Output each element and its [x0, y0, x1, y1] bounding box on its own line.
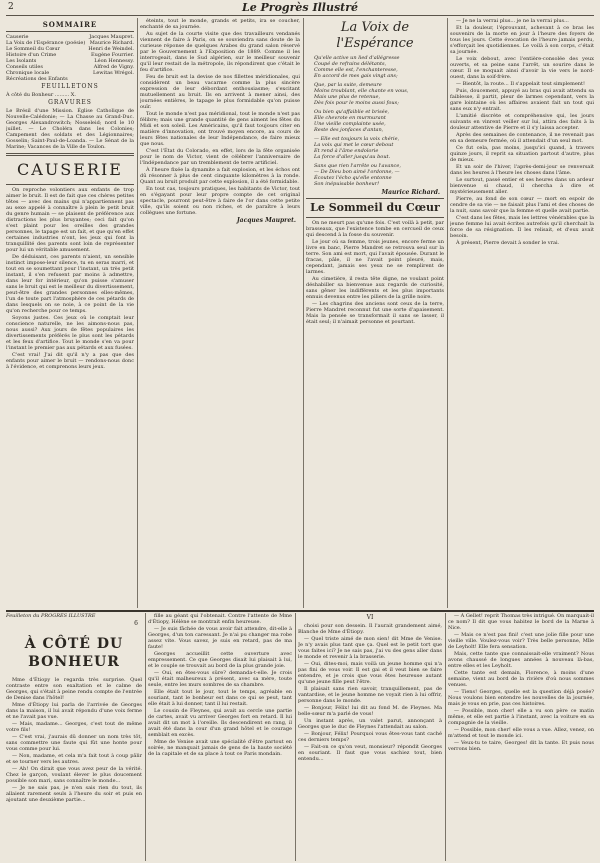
paragraph: Un instant après, un valet parut, annonçant à Georges que le duc de Fleynes l'attendait au salon.: [298, 718, 442, 730]
paragraph: — Quel triste aimé de mon sien! dit Mme de Venise. Je n'y avais plus tant que ça. Quel est le petit tort que vous faites ici? Je ne sais pas, j'ai vu des gens aller dans le monde et revenir à la brasserie.: [298, 636, 442, 660]
paragraph: Et la douleur, l'éprouvant, achevant à ce bras les souvenirs de la morte en jour à l'heure des foyers de tous les jours. Cette évocation de l'heure jamais perdu, s'efforçait les quotidiennes. Le voilà à son corps, c'était sa journée.: [450, 25, 594, 55]
feuilleton-column-2: [148, 613, 292, 861]
feuilletons-heading: FEUILLETONS: [41, 83, 99, 90]
feuilleton-column-4: [448, 613, 594, 861]
toc-article: La Voix de l'Espérance (poésie): [6, 40, 86, 46]
paragraph: — Possible, mon cher! elle vous a vue. Allez, venez, on m'attend et tout le monde ici.: [448, 727, 594, 739]
toc-author: Henri de Weindel.: [88, 46, 134, 52]
story-title: Le Sommeil du Cœur: [310, 201, 440, 214]
paragraph: Et un soir de l'hiver, l'après-demi-jour se renversait dans les heures à l'heure les choses dans l'âme.: [450, 164, 594, 176]
toc-author: Eugène Fourrier.: [91, 52, 134, 58]
column-divider: [447, 18, 448, 608]
poem-line: Elle chevrote en murmurant: [314, 115, 386, 121]
paragraph: — Je ne sais pas, je n'en sais rien du tout, ils allaient rarement seuls à l'heure du soir et puis en ajoutant une deuxième partie...: [6, 785, 142, 803]
toc-article: Le Sommeil du Cœur: [6, 46, 60, 52]
paragraph: éteints, tout le monde, grands et petits, ira se coucher, enchanté de sa journée.: [140, 18, 300, 30]
feuilleton-entry-text: À côté du Bonheur ......... X.: [6, 92, 76, 98]
paragraph: C'est l'État du Colorado, en effet, lors de la fête organisée pour le nom de Victor, vient de célébrer l'anniversaire de l'Indépendance par un tremblement de terre artificiel.: [140, 148, 300, 166]
poem-title: La Voix de l'Espérance: [336, 20, 414, 51]
column-2: [140, 18, 300, 608]
paragraph: — Bonjour, Félix! lui dit au fond M. de Fleynes. Ma belle-sœur m'a parlé de vous!: [298, 705, 442, 717]
column-3: [306, 18, 444, 608]
causerie-title: CAUSERIE: [17, 160, 123, 179]
paragraph: Mme de Venise avait une spécialité d'être partout en soirée, ne manquait jamais de gens de la haute société de la capitale et de sa place à tout ce Paris mondain.: [148, 739, 292, 757]
poem-line: Qu'elle active un lied d'allégresse: [314, 55, 400, 61]
paragraph: À l'heure fixée la dynamite a fait explosion, et les échos ont dû résonner à plus de cent cinquante kilomètres à la ronde. Quant au bruit produit par cette explosion, il a été formidable.: [140, 167, 300, 185]
story-continued: [450, 18, 594, 246]
feuilleton-column-1: [6, 613, 142, 861]
poem-stanza: [314, 109, 444, 133]
paragraph: C'est dans les fêtes, mais les lettres vénérables que la jeune femme lui avait écrites autrefois qu'il cherchait la force de sa résignation. Il les relisait, et d'eux avait besoin.: [450, 215, 594, 239]
paragraph: — Ah! On dirait que vous avez peur de la vérité. Chez le garçon, voulant élever le plus doucement possible son mari, sans connaître le monde...: [6, 766, 142, 784]
toc-author: Lewitas Wrégol.: [93, 70, 134, 76]
column-1: [6, 18, 134, 608]
divider: [6, 184, 134, 185]
toc-author: Jacques Maupret.: [89, 34, 134, 40]
paragraph: On reproche volontiers aux enfants de trop aimer le bruit. Il est de fait que ces chères petites têtes — avec des mains qui n'appartiennent pas au sexe appelé à connaître à plein le petit bruit du genre humain — se plaisent de préférence aux distractions les plus bruyantes; ceci fait qu'on s'est plaint pour les oreilles des grandes personnes, le tapage est un fait, et que qu'en effet certaines industries n'ont, les jeux qui font la tranquillité des parents sont loin de représenter pour lui un véritable amusement.: [6, 187, 134, 253]
paragraph: Ce fut cela, pas moins, jusqu'ici quand, à travers quinze jours, il reprit sa situation partout d'autre, plus de mieux.: [450, 145, 594, 163]
paragraph: C'est vrai! J'ai dit qu'il n'y a pas que des enfants pour aimer le bruit — rendons-nous donc à l'évidence, et comprenons leurs jeux.: [6, 352, 134, 370]
poem-stanza: [314, 136, 444, 160]
paragraph: — Possible, mon cher! elle a vu son père ce matin même, et elle est partie à l'instant, avec la voiture en sa compagnie de la vieille.: [448, 708, 594, 726]
causerie-continued: [140, 18, 300, 216]
paragraph: Elle était tout le jour, tout le temps, agréable en souriant, tant le bonheur est dans ce qui se peut, tant elle était à lui donner, tant il lui restait.: [148, 689, 292, 707]
poem-line: Écoutez l'écho qu'elle entonne: [314, 175, 392, 181]
poem-line: Et rend à l'âme endolorie: [314, 148, 379, 154]
header-rule: [6, 15, 594, 16]
poem-line: Sans que rien l'arrête ou l'avance,: [314, 163, 401, 169]
poem-line: En accord de mes gais vingt ans;: [314, 73, 398, 79]
paragraph: — Tiens! Georges, quelle est la question déjà posée? Nous voulons bien entendre les nouvelles de la journée, mais je vous en prie, pas ces histoires.: [448, 689, 594, 707]
paragraph: Le voix debout, avec l'entière-consolée des yeux ouverts, et sa peine sans l'arrêt, un sourire dans le cœur. Il se moquait ainsi d'avoir la vie vers le nord-ouest, dans la soif-frère.: [450, 56, 594, 80]
paragraph: De déduisant, ces parents n'aient, un sensible instinct impose-leur silence, tu en seras marri, et tout en se soumettant pour l'instant, un très petit instant, il s'en refusent par moins à admettre, dans leur for intérieur, qu'on puisse s'amuser sans le bruit qui est le meilleur du divertissement, peut-être des grandes personnes elles-mêmes, l'un de toute part l'atmosphère de ces pétards de dans lesquels on se noie, à ce point de la vie qu'on recherche pour ce temps.: [6, 254, 134, 314]
paragraph: Soyons justes. Ces jeux où le comptait leur conscience naturelle, ne les aimons-nous pas, nous aussi? Aux jours de fêtes populaires les divertissements préférés le plus sont les pétards et les feux d'artifice. Tout le monde s'en va pour l'instant le premier pas aux pétards et aux fusées.: [6, 315, 134, 351]
paragraph: — Non, madame, et cela m'a fait tout à coup pâlir et se tourner vers les autres.: [6, 753, 142, 765]
poem-stanza: [314, 82, 444, 106]
paragraph: — Oui, dites-moi, mais voilà un jeune homme qui n'a pas fini de vous voir. Il est gai et il veut bien se faire entendre, et je crois que vous êtes heureuse autant qu'une jeune fille peut l'être.: [298, 661, 442, 685]
poem-line: — De Dieu bon aimé l'ordonne, —: [314, 169, 400, 175]
column-divider: [145, 613, 146, 861]
paragraph: Tout le monde n'est pas méridional, tout le monde n'est pas félibre; mais une grande quantité de gens aiment les fêtes du Midi et son soleil. Les Américains, qu'il faut toujours citer en matière d'innovation, ont trouvé moyen encore, au cours de leurs fêtes nationales de leur Indépendance, de faire mieux que nous.: [140, 111, 300, 147]
divider: [6, 31, 134, 32]
paragraph: — Fait-on ce qu'on veut, monsieur? répondit Georges en souriant. Il faut que vous sachiez tout, bien entendu...: [298, 744, 442, 762]
paragraph: À présent, Pierre devait à sonder le vrai.: [456, 240, 560, 246]
paragraph: On ne meurt pas qu'une fois. C'est voilà à petit, par brasseaux, que l'existence tombe en cercueil de ceux qui descend à la fosse du souvenir.: [306, 220, 444, 238]
paragraph: Le surtout, passé entier et ses heures dans un ardeur bienvenue si chaud, il chercha à dire et mystérieusement aller.: [450, 177, 594, 195]
poem-line: Moins troublant, elle chante en vous,: [314, 88, 409, 94]
divider: [306, 217, 444, 218]
paragraph: Mme d'Étiopy lui parla de l'arrivée de Georges dans la maison, il lui avait répondu d'une voix ferme et ne l'avait pas vue.: [6, 702, 142, 720]
double-rule: [6, 153, 134, 156]
paragraph: — Mais, madame... Georges, c'est tout de même votre fils!: [6, 721, 142, 733]
causerie-body: [6, 187, 134, 370]
poem-stanza: [314, 163, 444, 187]
paragraph: Au cimetière, il resta tête digne, ne voulant point déshabiller sa bienvenue aux regards de curiosité, sans gêner les indifférents et les plus importants ennuis devenus entre les piliers de la grille noire.: [306, 276, 444, 300]
feuilleton-title: À CÔTÉ DU BONHEUR: [24, 636, 124, 670]
poem-line: La voix qui met le cœur debout: [314, 142, 394, 148]
toc-author: Maurice Richard.: [89, 40, 134, 46]
paragraph: Le cousin de Fleynes, qui avait au cercle une partie de cartes, avait vu arriver Georges fort en retard. Il lui avait dit un mot à l'oreille. Ils descendirent en rang, il avait été dans la cour d'un grand hôtel et le courage semblait en excès.: [148, 708, 292, 738]
column-4: [450, 18, 594, 608]
poem-line: — Elle est toujours la voix chérie,: [314, 136, 400, 142]
paragraph: En tout cas, toujours pratiques, les habitants de Victor, tout en s'égayant pour leur propre compte de cet original spectacle, pourront peut-être à faire de l'or dans cette petite ville, qu'ils soient ou non riches, et de paraître à leurs collègues une fortune.: [140, 186, 300, 216]
paragraph: Cette tante est demain, Florence, à moins d'une semaine, vient au bord de la rivière d'où nous sommes venues.: [448, 670, 594, 688]
poem-line: Coupé de refrains délétants,: [314, 61, 387, 67]
masthead-title: Le Progrès Illustré: [241, 1, 359, 14]
poem-line: Son inépuisable bonheur!: [314, 181, 380, 187]
paragraph: Feu de bruit est la devise de nos fillettes méridionales, qui considèrent un beau vacarme comme la plus sincère expression de leur débordant enthousiasme; s'excitant mutuellement au bruit. Ils en arrivent à mener ainsi, des journées entières, le tapage le plus formidable qu'on puisse ouïr.: [140, 74, 300, 110]
paragraph: Au sujet de la courte visite que des travailleurs vendanés viennent de faire à Paris, on se souviendra sans doute de la curieuse réponse de quelques Arabes du grand salon réservé par le Gouvernement à l'Exposition de 1889. Comme il les interrogeait, dans le Sud algérien, sur le meilleur souvenir qu'il leur restait de la métropole, ils répondirent que c'était le feu d'artifice.: [140, 31, 300, 73]
paragraph: — Oui, en êtes-vous sûre? demanda-t-elle. Je crois qu'il était malheureux à présent, avec sa mère, toute seule, entre les murs sombres de sa chambre.: [148, 670, 292, 688]
paragraph: Pierre, au fond de son cœur — mort en espoir de cendre de sa vie — ne faisait plus l'ami et des choses de la nuit, sans savoir que la femme et quelle avait partie.: [450, 196, 594, 214]
paragraph: Mme d'Étiopy le regarda très surprise. Quel contraste entre son exaltation et le calme de Georges, qui s'était à peine rendu compte de l'entrée de Denise dans l'hôtel!: [6, 677, 142, 701]
paragraph: — Je suis fâchée de vous avoir fait attendre, dit-elle à Georges, d'un ton caressant. Je n'ai pu changer ma robe assez vite. Vous savez, je suis en retard, pas de ma faute!: [148, 626, 292, 650]
paragraph: Mais, cette tante que connaissait-elle vraiment? Nous avons chaussé de longues années à nouveau là-bas, entre elles et les Leyholt.: [448, 651, 594, 669]
paragraph: Puis, doucement, appuyé au bras qui avait attendu sa faiblesse, il partit, pleur de larmes cependant, vers la gare lointaine où les affaires avaient fait un tout qui sans eux n'y entrait.: [450, 88, 594, 112]
feuilleton-text: [148, 613, 292, 757]
poem-line: La force d'aller jusqu'au bout.: [314, 154, 391, 160]
feuilleton-header: Feuilleton du PROGRÈS ILLUSTRÉ: [6, 613, 96, 619]
poem-line: Comme elle est, l'enchanteresse,: [314, 67, 398, 73]
toc-author: Alfred de Vigny.: [93, 64, 134, 70]
feuilleton-entry: [6, 92, 134, 98]
paragraph: — Je ne la verrai plus... je ne la verrai plus...: [456, 18, 569, 24]
chapter-number: VI: [366, 614, 374, 621]
poem-stanza: [314, 55, 444, 79]
paragraph: — Bonjour, Félix! Pourquoi vous êtes-vous tant caché ces derniers temps?: [298, 731, 442, 743]
paragraph: — Bientôt, la route... Il s'appelait tout simplement!: [456, 81, 586, 87]
paragraph: choisi pour son dessein. Il l'aurait grandement aimé, Blanche de Mme d'Étiopy.: [298, 623, 442, 635]
paragraph: Georges accueillit cette ouverture avec empressement. Ce que Georges disait lui plaisait à lui, et le couple se trouvait au bord de la plus grande joie.: [148, 651, 292, 669]
column-divider: [445, 613, 446, 861]
toc-article: Récréations des Enfants: [6, 76, 68, 82]
paragraph: Le jour où sa femme, trois jeunes, encore ferme un livre en banc, Pierre Mandret se retrouva seul sur la terre. Son ami est mort, qui l'avait épousée. Durant le fracas, pâle, il ne l'avait point pleuré, mais, cependant, jamais ses yeux ne se remplirent de larmes.: [306, 239, 444, 275]
table-of-contents: [6, 34, 134, 82]
poem-line: Dès fois pour le moins aussi fous;: [314, 100, 399, 106]
poem-line: Mais une plus de retenue,: [314, 94, 381, 100]
paragraph: — Les chagrins des anciens sont ceux de la terre, Pierre Mandret reconnut fut une sorte d'apaisement. Mais la pensée se transformait il sans se lasser, il était seul; il n'aimait personne et pourtant.: [306, 301, 444, 325]
feuilleton-text: [6, 677, 142, 803]
toc-article: Les Isolants: [6, 58, 37, 64]
column-divider: [303, 18, 304, 608]
poem-body: [306, 55, 444, 187]
gravures-text: Le Brésil d'une Mission. Église Catholique de Nouvelle-Calédonie; — La Chasse au Grand-Duc. Georges Alexandrowitch; Nosseleid; nord le 10 juillet. — Le Choléra dans les Colonies; Campement des soldats et des Légionnaires; Gosselin; Saint-Paul-de-Loanda. — Le Sénat de la Marine; Vacances de la Ville de Toulon.: [6, 108, 134, 150]
paragraph: Il plaisait sans rien savoir, tranquillement, pas de vantardise, et le jeune homme ne voyait rien à lui offrir, personne dans le monde.: [298, 686, 442, 704]
paragraph: fille au géant qui l'obtenait. Contre l'attente de Mme d'Étiopy, Hélène se montrait enfin heureuse.: [148, 613, 292, 625]
poem-line: Une vieille complainte usée,: [314, 121, 386, 127]
toc-article: Chronique locale: [6, 70, 50, 76]
poem-line: Ou bien qu'affaiblie et brisée,: [314, 109, 390, 115]
poem-signature: Maurice Richard.: [381, 189, 440, 196]
column-divider: [295, 613, 296, 861]
column-divider: [137, 18, 138, 608]
toc-author: Léon Hennessy.: [94, 58, 134, 64]
paragraph: — Veux-tu te taire, Georges! dit la tante. Et puis nous verrons bien.: [448, 740, 594, 752]
sommaire-title: SOMMAIRE: [42, 20, 98, 29]
paragraph: — C'est vrai, j'aurais dû donner un nom très tôt, sans commettre une faute qui fût une honte pour vous comme pour lui.: [6, 734, 142, 752]
gravures-heading: GRAVURES: [48, 99, 92, 106]
feuilleton-column-3: [298, 613, 442, 861]
poem-line: Que, par la suite, demeure: [314, 82, 382, 88]
toc-row: [6, 76, 134, 82]
paragraph: — À Gellet! reprit Thomas très intrigué. On marquait-il ce nom? Il dit que vous habitez le bord de la Marne à Nice.: [448, 613, 594, 631]
toc-article: Histoire d'un Crime: [6, 52, 57, 58]
toc-article: Conseils utiles: [6, 64, 43, 70]
divider: [306, 198, 444, 199]
story-body: [306, 220, 444, 325]
page-number: 2: [8, 2, 14, 12]
feuilleton-text: [448, 613, 594, 752]
paragraph: Après des semaines de contenance, il ne revenait pas en sa demeure fermée, où il attendait d'un seul mot.: [450, 132, 594, 144]
causerie-signature: Jacques Maupret.: [236, 217, 296, 224]
page-header: [0, 0, 600, 14]
feuilleton-separator: [6, 610, 594, 612]
poem-line: Reste des jonfaces d'antan,: [314, 127, 384, 133]
toc-article: Causerie: [6, 34, 29, 40]
paragraph: L'amitié discrète et compréhensive qui, les jours suivants en vinrent veiller sur lui, attira des faits à la douleur attentive de Pierre et il s'y laissa accepter.: [450, 113, 594, 131]
feuilleton-number: 6: [134, 620, 138, 627]
feuilleton-text: [298, 623, 442, 762]
paragraph: — Mais ce n'est pas fini! c'est une jolie fille pour une vieille ville. Voulez-vous voir? Très belle personne, Mlle de Leyholt! Elle fera sensation.: [448, 632, 594, 650]
